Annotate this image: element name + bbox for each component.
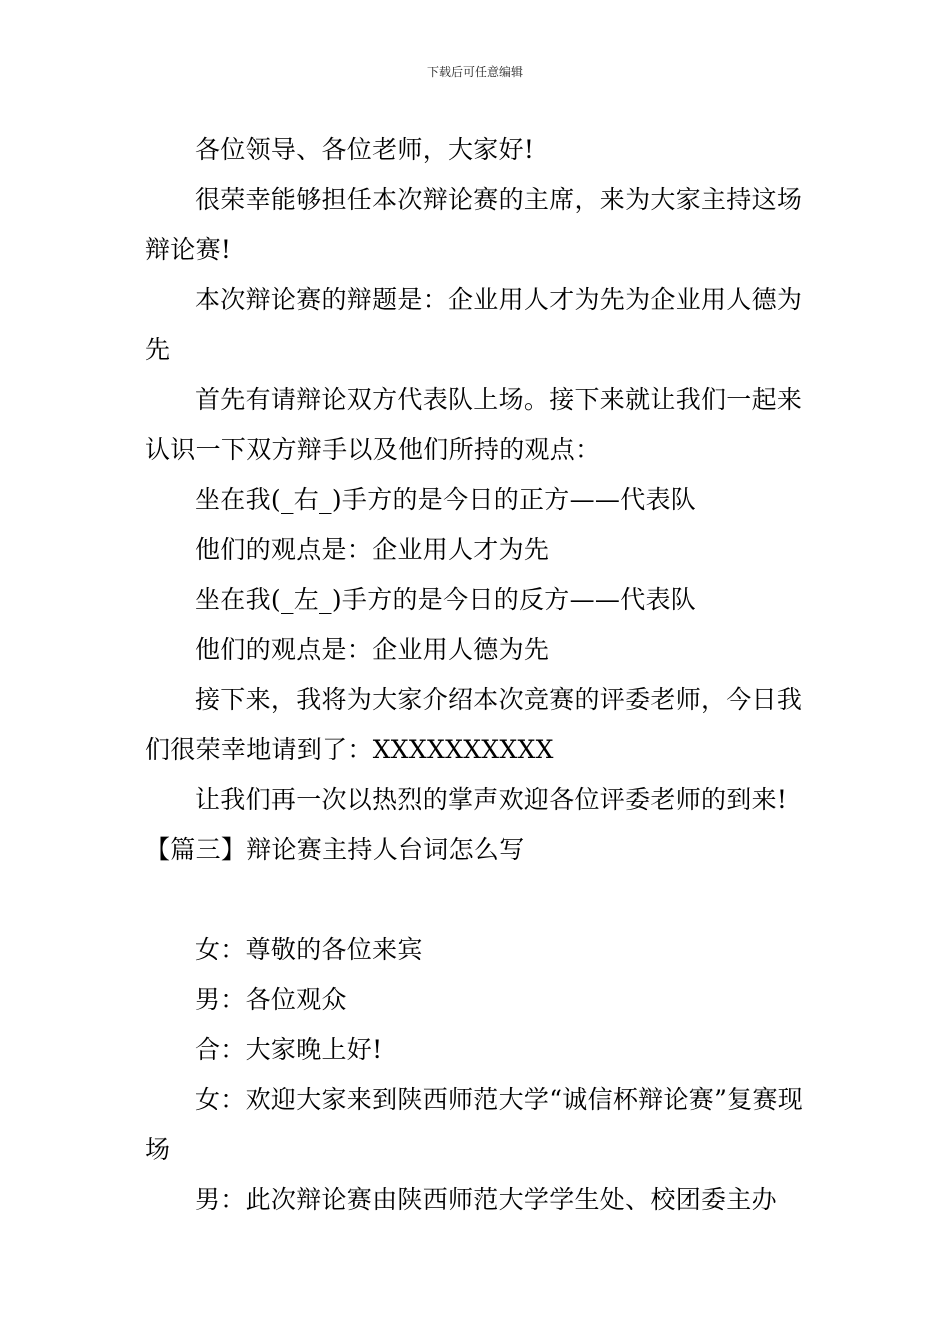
paragraph: 女：欢迎大家来到陕西师范大学“诚信杯辩论赛”复赛现场 bbox=[145, 1085, 804, 1164]
paragraph: 让我们再一次以热烈的掌声欢迎各位评委老师的到来! bbox=[195, 785, 788, 814]
section-heading: 【篇三】辩论赛主持人台词怎么写 bbox=[145, 835, 525, 864]
blank-line bbox=[145, 875, 810, 925]
paragraph: 各位领导、各位老师，大家好! bbox=[195, 135, 535, 164]
paragraph: 坐在我(_右_)手方的是今日的正方——代表队 bbox=[195, 485, 697, 514]
paragraph: 接下来，我将为大家介绍本次竞赛的评委老师，今日我们很荣幸地请到了：XXXXXXXXXX bbox=[145, 685, 803, 764]
paragraph: 男：此次辩论赛由陕西师范大学学生处、校团委主办 bbox=[195, 1185, 777, 1214]
paragraph: 男：各位观众 bbox=[195, 985, 347, 1014]
header-note: 下载后可任意编辑 bbox=[426, 65, 523, 79]
paragraph: 坐在我(_左_)手方的是今日的反方——代表队 bbox=[195, 585, 697, 614]
paragraph: 他们的观点是：企业用人才为先 bbox=[195, 535, 550, 564]
paragraph: 女：尊敬的各位来宾 bbox=[195, 935, 423, 964]
paragraph: 很荣幸能够担任本次辩论赛的主席，来为大家主持这场辩论赛! bbox=[145, 185, 803, 264]
paragraph: 他们的观点是：企业用人德为先 bbox=[195, 635, 550, 664]
paragraph: 首先有请辩论双方代表队上场。接下来就让我们一起来认识一下双方辩手以及他们所持的观点： bbox=[145, 385, 803, 464]
paragraph: 本次辩论赛的辩题是：企业用人才为先为企业用人德为先 bbox=[145, 285, 803, 364]
paragraph: 合：大家晚上好! bbox=[195, 1035, 383, 1064]
document-body bbox=[145, 125, 810, 1225]
